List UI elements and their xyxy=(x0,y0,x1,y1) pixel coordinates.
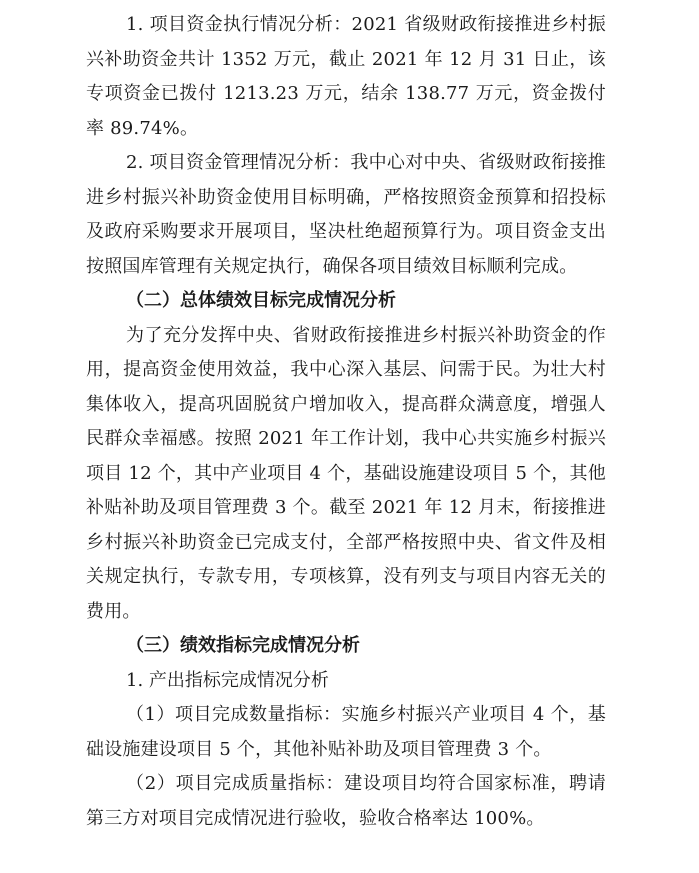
section-heading-overall-goals: （二）总体绩效目标完成情况分析 xyxy=(126,290,396,311)
paragraph-overall-goals: 为了充分发挥中央、省财政衔接推进乡村振兴补助资金的作用，提高资金使用效益，我中心深入基层、问需于民。为壮大村集体收入，提高巩固脱贫户增加收入，提高群众满意度，增强人民群众幸福感。按照 2021 年工作计划，我中心共实施乡村振兴项目 12 个，其中产业项目 4 个，基础设施建设项目 5 个，其他补贴补助及项目管理费 3 个。截至 2021 年 12 月末，衔接推进乡村振兴补助资金已完成支付，全部严格按照中央、省文件及相关规定执行，专款专用，专项核算，没有列支与项目内容无关的费用。 xyxy=(86,324,606,622)
document-page xyxy=(86,8,606,836)
subheading-output-indicators: 1. 产出指标完成情况分析 xyxy=(126,669,329,691)
paragraph-quantity-indicator: （1）项目完成数量指标：实施乡村振兴产业项目 4 个，基础设施建设项目 5 个，其他补贴补助及项目管理费 3 个。 xyxy=(86,704,606,760)
section-heading-indicators: （三）绩效指标完成情况分析 xyxy=(126,635,360,656)
paragraph-fund-execution: 1. 项目资金执行情况分析：2021 省级财政衔接推进乡村振兴补助资金共计 1352 万元，截止 2021 年 12 月 31 日止，该专项资金已拨付 1213.23 万元，结余 138.77 万元，资金拨付率 89.74%。 xyxy=(86,14,606,139)
paragraph-quality-indicator: （2）项目完成质量指标：建设项目均符合国家标准，聘请第三方对项目完成情况进行验收，验收合格率达 100%。 xyxy=(86,773,606,829)
paragraph-fund-management: 2. 项目资金管理情况分析：我中心对中央、省级财政衔接推进乡村振兴补助资金使用目标明确，严格按照资金预算和招投标及政府采购要求开展项目，坚决杜绝超预算行为。项目资金支出按照国库管理有关规定执行，确保各项目绩效目标顺利完成。 xyxy=(86,152,606,277)
